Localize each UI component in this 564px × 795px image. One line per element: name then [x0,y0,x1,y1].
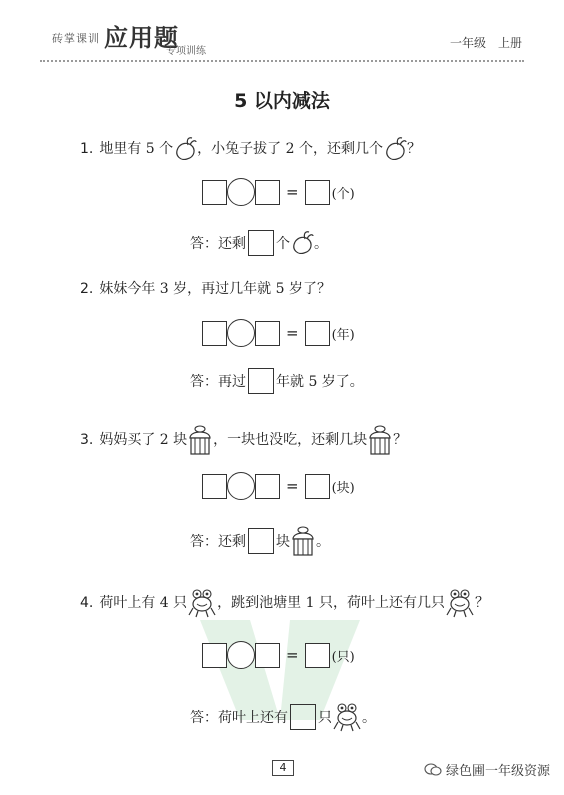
answer-box[interactable] [255,321,280,346]
answer-box[interactable] [248,230,274,256]
answer-box[interactable] [202,180,227,205]
frog-icon [445,588,475,618]
operator-circle[interactable] [227,641,255,669]
equation-1: = (个) [202,177,355,207]
question-3: 3. 妈妈买了 2 块 ，一块也没吃，还剩几块 ？ [80,424,407,456]
watermark-text: 绿色圃一年级资源 [445,764,550,779]
answer-box[interactable] [255,180,280,205]
wechat-icon [424,763,442,777]
answer-box[interactable] [305,474,330,499]
watermark [424,760,550,779]
answer-box[interactable] [305,643,330,668]
answer-box[interactable] [290,704,316,730]
question-1: 1. 地里有 5 个 ，小兔子拔了 2 个，还剩几个 ？ [80,136,421,162]
answer-2: 答：再过 年就 5 岁了。 [190,368,364,394]
series-small-label: 砖掌课训 [52,32,100,45]
answer-box[interactable] [248,368,274,394]
series-title: 应用题 [104,24,179,52]
radish-icon [290,230,314,256]
answer-box[interactable] [255,643,280,668]
equation-2: = (年) [202,318,355,348]
operator-circle[interactable] [227,178,255,206]
frog-icon [187,588,217,618]
radish-icon [383,136,407,162]
operator-circle[interactable] [227,319,255,347]
equation-4: = (只) [202,640,355,670]
equals-sign: = [286,477,299,495]
page-number: 4 [272,760,294,776]
question-2: 2. 妹妹今年 3 岁，再过几年就 5 岁了？ [80,281,331,297]
cupcake-icon [290,525,316,557]
series-subtitle: 专项训练 [166,46,206,57]
answer-box[interactable] [248,528,274,554]
question-4: 4. 荷叶上有 4 只 ，跳到池塘里 1 只，荷叶上还有几只 ？ [80,588,489,618]
answer-1: 答：还剩 个 。 [190,230,328,256]
equals-sign: = [286,646,299,664]
radish-icon [173,136,197,162]
answer-box[interactable] [202,321,227,346]
answer-4: 答：荷叶上还有 只 。 [190,702,376,732]
cupcake-icon [187,424,213,456]
answer-3: 答：还剩 块 。 [190,525,330,557]
page-title: 5 以内减法 [234,90,330,112]
header-divider [40,60,524,62]
equals-sign: = [286,324,299,342]
equation-3: = (块) [202,471,355,501]
frog-icon [332,702,362,732]
answer-box[interactable] [305,321,330,346]
cupcake-icon [367,424,393,456]
operator-circle[interactable] [227,472,255,500]
answer-box[interactable] [202,474,227,499]
answer-box[interactable] [255,474,280,499]
answer-box[interactable] [305,180,330,205]
answer-box[interactable] [202,643,227,668]
equals-sign: = [286,183,299,201]
grade-label: 一年级 上册 [449,36,522,50]
